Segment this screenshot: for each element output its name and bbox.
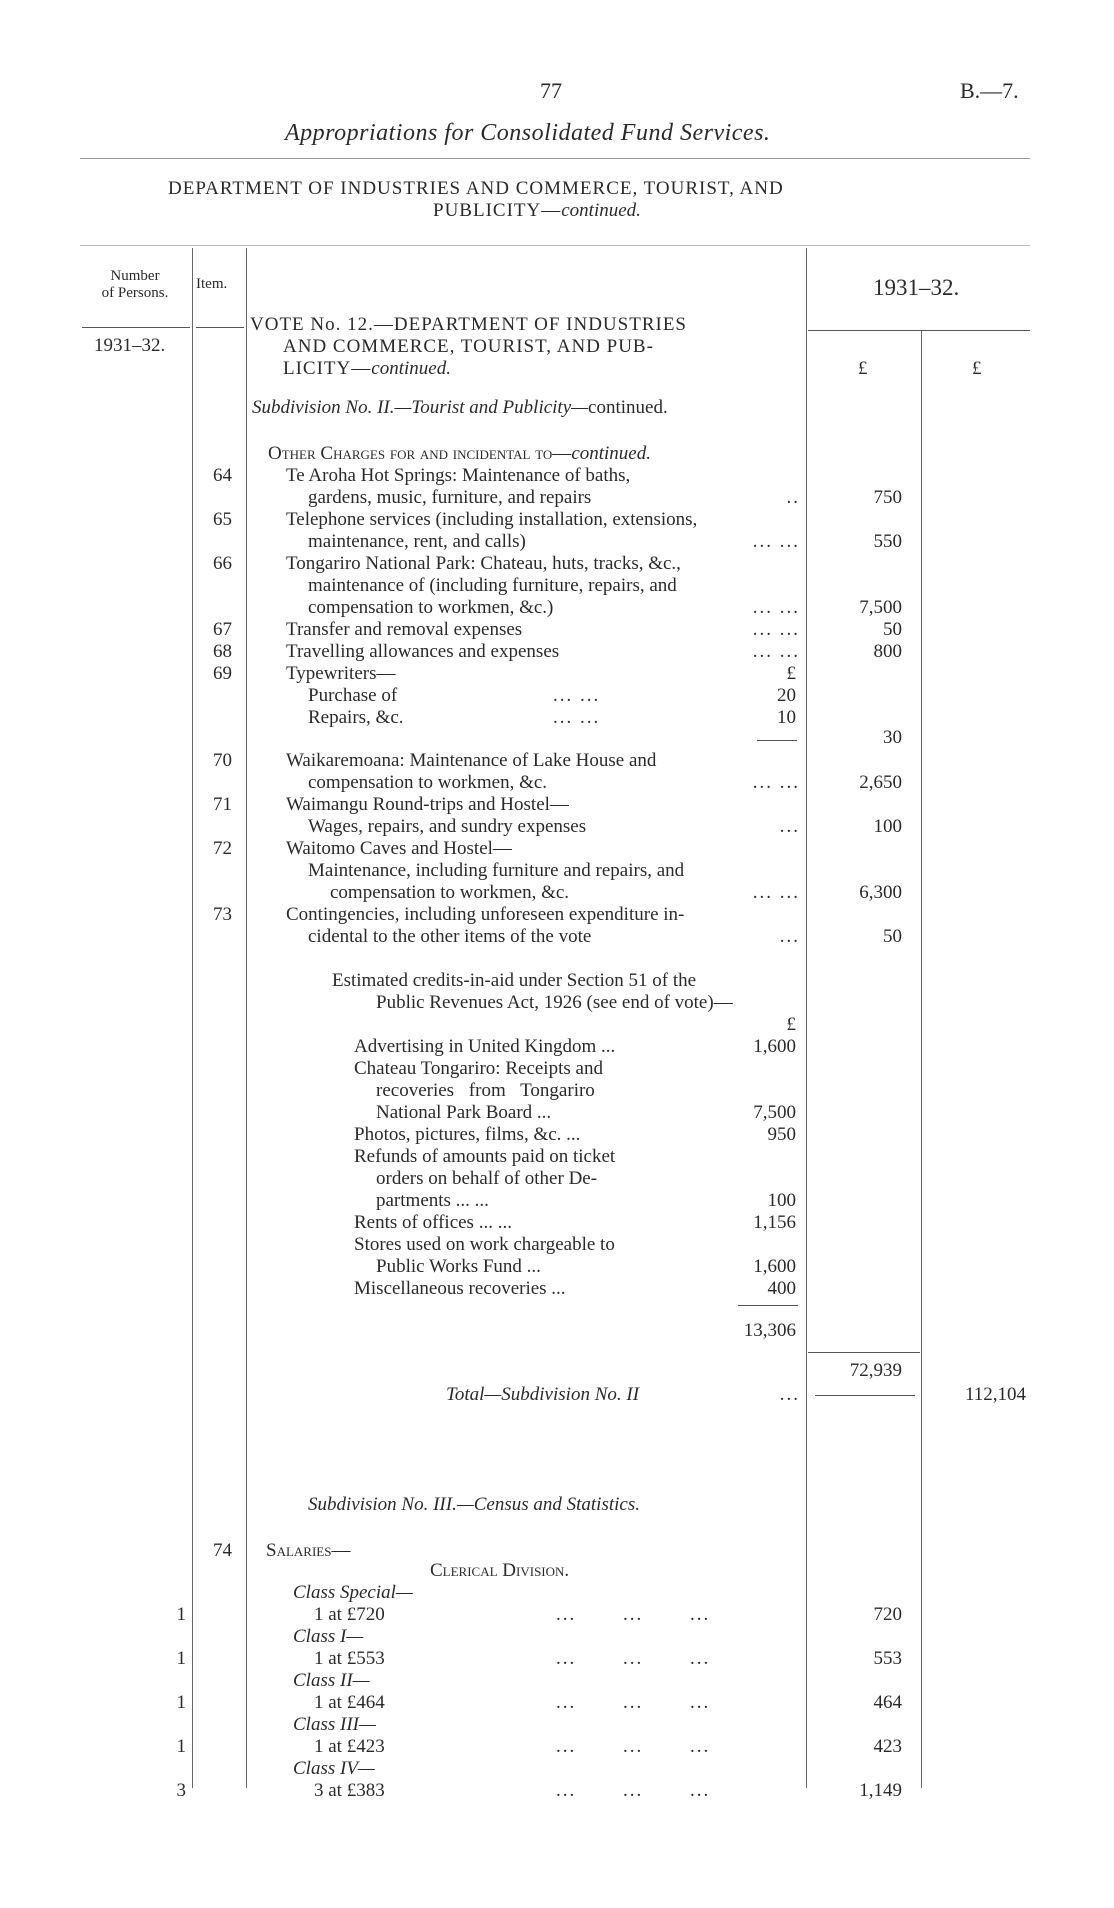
- credit-row-label: Chateau Tongariro: Receipts and: [354, 1058, 603, 1079]
- credit-row-value: 400: [767, 1278, 796, 1299]
- header-item: Item.: [196, 276, 228, 292]
- subdivision2-heading: Subdivision No. II.—Tourist and Publicity—continued.: [252, 397, 668, 418]
- col-rule-text: [806, 248, 807, 1788]
- item-65-dots: ... ...: [752, 531, 800, 552]
- item-69-line1: Typewriters—: [286, 663, 396, 684]
- item-64-dots: ..: [786, 487, 800, 508]
- class-rate: 1 at £553: [314, 1648, 385, 1669]
- credit-row-value: 100: [767, 1190, 796, 1211]
- credit-row-label: Photos, pictures, films, &c. ...: [354, 1124, 581, 1145]
- item-no-72: 72: [213, 838, 232, 859]
- item-68-dots: ... ...: [752, 641, 800, 662]
- credits-heading-line2: Public Revenues Act, 1926 (see end of vote)—: [376, 992, 733, 1013]
- credit-row-label: Refunds of amounts paid on ticket: [354, 1146, 616, 1167]
- item-69-sum-rule: [757, 740, 797, 741]
- dept-heading-line2: PUBLICITY—continued.: [433, 200, 641, 221]
- item-64-line2: gardens, music, furniture, and repairs: [308, 487, 592, 508]
- class-amount: 423: [873, 1736, 902, 1757]
- item-73-dots: ...: [779, 926, 800, 947]
- total-subdivision2-dots: ...: [779, 1384, 800, 1405]
- credits-total: 13,306: [743, 1320, 796, 1341]
- item-66-line1: Tongariro National Park: Chateau, huts, tracks, &c.,: [286, 553, 681, 574]
- other-charges-heading: Other Charges for and incidental to—continued.: [268, 443, 651, 464]
- class-persons: 1: [176, 1736, 186, 1757]
- item-69-sub1: Purchase of: [308, 685, 398, 706]
- item-72-dots: ... ...: [752, 882, 800, 903]
- class-persons: 3: [176, 1780, 186, 1801]
- item-66-line2: maintenance of (including furniture, repairs, and: [308, 575, 677, 596]
- class-amount: 553: [873, 1648, 902, 1669]
- item-72-line1: Waitomo Caves and Hostel—: [286, 838, 512, 859]
- dept-heading-line1: DEPARTMENT OF INDUSTRIES AND COMMERCE, TOURIST, AND: [168, 178, 784, 199]
- total-subdivision2-rule: [815, 1395, 915, 1396]
- item-no-68: 68: [213, 641, 232, 662]
- item-68-amount: 800: [873, 641, 902, 662]
- item-73-line1: Contingencies, including unforeseen expenditure in-: [286, 904, 685, 925]
- header-rule: [80, 158, 1030, 159]
- credit-row-label: orders on behalf of other De-: [376, 1168, 598, 1189]
- credit-row-label: Stores used on work chargeable to: [354, 1234, 615, 1255]
- item-72-amount: 6,300: [859, 882, 902, 903]
- salaries-heading: Salaries—: [266, 1540, 351, 1561]
- item-69-sub2-dots: ... ...: [553, 707, 601, 728]
- credit-row-value: 1,156: [753, 1212, 796, 1233]
- credits-heading-line1: Estimated credits-in-aid under Section 51 of the: [332, 970, 697, 991]
- vote-line2: AND COMMERCE, TOURIST, AND PUB-: [283, 336, 654, 357]
- header-rule-year: [808, 330, 1030, 331]
- item-68-line1: Travelling allowances and expenses: [286, 641, 560, 662]
- item-no-64: 64: [213, 465, 232, 486]
- item-71-dots: ...: [779, 816, 800, 837]
- item-66-line3: compensation to workmen, &c.): [308, 597, 554, 618]
- class-amount: 464: [873, 1692, 902, 1713]
- class-persons: 1: [176, 1692, 186, 1713]
- header-year: 1931–32.: [873, 275, 960, 300]
- subdivision3-heading: Subdivision No. III.—Census and Statistics.: [308, 1494, 640, 1515]
- credit-row-label: National Park Board ...: [376, 1102, 552, 1123]
- header-rule-persons: [82, 327, 190, 328]
- item-67-amount: 50: [883, 619, 902, 640]
- item-no-65: 65: [213, 509, 232, 530]
- col-rule-item: [246, 248, 247, 1788]
- credit-row-label: partments ... ...: [376, 1190, 489, 1211]
- item-no-67: 67: [213, 619, 232, 640]
- credit-row-value: 1,600: [753, 1036, 796, 1057]
- item-70-dots: ... ...: [752, 772, 800, 793]
- header-persons-year: 1931–32.: [94, 335, 166, 356]
- item-69-sub2-value: 10: [777, 707, 796, 728]
- class-dots: ... ... ...: [556, 1692, 711, 1713]
- class-persons: 1: [176, 1604, 186, 1625]
- item-67-dots: ... ...: [752, 619, 800, 640]
- item-70-line1: Waikaremoana: Maintenance of Lake House and: [286, 750, 657, 771]
- total-subdivision2-label: Total—Subdivision No. II: [446, 1384, 640, 1405]
- table-top-rule: [80, 245, 1030, 246]
- item-65-line1: Telephone services (including installation, extensions,: [286, 509, 698, 530]
- item-70-amount: 2,650: [859, 772, 902, 793]
- header-pound-1: £: [858, 358, 868, 379]
- class-label: Class IV—: [293, 1758, 375, 1779]
- item-65-amount: 550: [873, 531, 902, 552]
- item-72-line3: compensation to workmen, &c.: [330, 882, 570, 903]
- credits-sum-rule: [738, 1305, 798, 1306]
- col-rule-amount: [921, 330, 922, 1788]
- item-65-line2: maintenance, rent, and calls): [308, 531, 526, 552]
- credit-row-value: 7,500: [753, 1102, 796, 1123]
- credit-row-label: Public Works Fund ...: [376, 1256, 541, 1277]
- item-69-pound: £: [786, 663, 796, 684]
- credit-row-value: 1,600: [753, 1256, 796, 1277]
- item-71-line1: Waimangu Round-trips and Hostel—: [286, 794, 569, 815]
- other-charges-rule: [808, 1352, 920, 1353]
- item-no-71: 71: [213, 794, 232, 815]
- col-rule-persons: [192, 248, 193, 1788]
- vote-line3: LICITY—continued.: [283, 358, 451, 379]
- item-73-line2: cidental to the other items of the vote: [308, 926, 592, 947]
- item-70-line2: compensation to workmen, &c.: [308, 772, 548, 793]
- class-persons: 1: [176, 1648, 186, 1669]
- credit-row-label: recoveries from Tongariro: [376, 1080, 595, 1101]
- item-71-line2: Wages, repairs, and sundry expenses: [308, 816, 587, 837]
- class-label: Class III—: [293, 1714, 376, 1735]
- clerical-division-heading: Clerical Division.: [430, 1560, 570, 1581]
- item-71-amount: 100: [873, 816, 902, 837]
- total-subdivision2-value: 112,104: [964, 1384, 1026, 1405]
- item-69-amount: 30: [883, 727, 902, 748]
- credits-pound: £: [786, 1014, 796, 1035]
- item-no-69: 69: [213, 663, 232, 684]
- item-no-70: 70: [213, 750, 232, 771]
- class-rate: 1 at £720: [314, 1604, 385, 1625]
- class-dots: ... ... ...: [556, 1736, 711, 1757]
- item-67-line1: Transfer and removal expenses: [286, 619, 523, 640]
- header-pound-2: £: [972, 358, 982, 379]
- item-64-line1: Te Aroha Hot Springs: Maintenance of baths,: [286, 465, 631, 486]
- class-amount: 1,149: [859, 1780, 902, 1801]
- credit-row-label: Rents of offices ... ...: [354, 1212, 512, 1233]
- class-label: Class Special—: [293, 1582, 413, 1603]
- class-label: Class II—: [293, 1670, 370, 1691]
- header-rule-item: [196, 327, 244, 328]
- item-66-dots: ... ...: [752, 597, 800, 618]
- credit-row-value: 950: [767, 1124, 796, 1145]
- class-rate: 3 at £383: [314, 1780, 385, 1801]
- class-rate: 1 at £423: [314, 1736, 385, 1757]
- credit-row-label: Advertising in United Kingdom ...: [354, 1036, 616, 1057]
- item-64-amount: 750: [873, 487, 902, 508]
- item-73-amount: 50: [883, 926, 902, 947]
- item-69-sub1-value: 20: [777, 685, 796, 706]
- item-66-amount: 7,500: [859, 597, 902, 618]
- credit-row-label: Miscellaneous recoveries ...: [354, 1278, 566, 1299]
- class-rate: 1 at £464: [314, 1692, 385, 1713]
- item-no-73: 73: [213, 904, 232, 925]
- item-no-74: 74: [213, 1540, 232, 1561]
- running-title: Appropriations for Consolidated Fund Services.: [285, 120, 771, 146]
- page-number: 77: [540, 78, 562, 103]
- class-label: Class I—: [293, 1626, 364, 1647]
- class-dots: ... ... ...: [556, 1604, 711, 1625]
- page-ref: B.—7.: [960, 78, 1019, 103]
- header-number-persons: Number of Persons.: [101, 268, 169, 301]
- class-amount: 720: [873, 1604, 902, 1625]
- class-dots: ... ... ...: [556, 1780, 711, 1801]
- class-dots: ... ... ...: [556, 1648, 711, 1669]
- item-69-sub2: Repairs, &c.: [308, 707, 404, 728]
- vote-line1: VOTE No. 12.—DEPARTMENT OF INDUSTRIES: [250, 314, 687, 335]
- item-69-sub1-dots: ... ...: [553, 685, 601, 706]
- other-charges-total: 72,939: [849, 1360, 902, 1381]
- item-no-66: 66: [213, 553, 232, 574]
- item-72-line2: Maintenance, including furniture and repairs, and: [308, 860, 685, 881]
